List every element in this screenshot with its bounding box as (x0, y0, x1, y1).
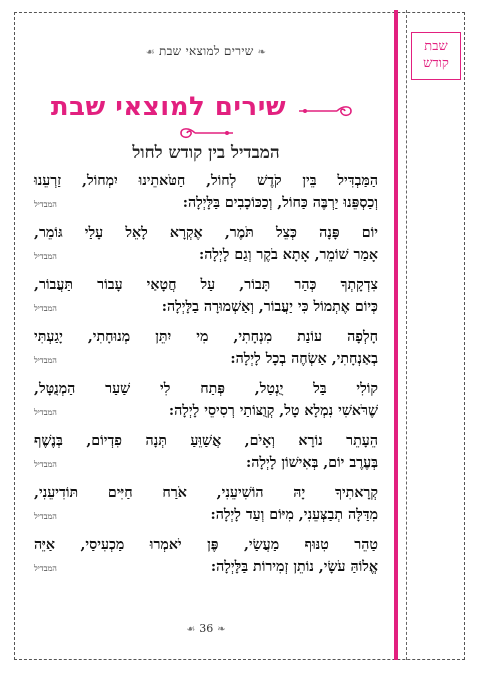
refrain-marker: המבדיל (34, 304, 57, 313)
stanza-line: יוֹם פָּנָה כְּצֵל תֹּמֶר, אֶקְרָא לָאֵל עָלַי גּוֹמֵר, (34, 225, 378, 241)
stanza-line: מִדַּלָּה תְבַצְּעֵנִי, מִיּוֹם וְעַד לָיְלָה: (210, 507, 378, 523)
title-block (34, 92, 378, 142)
stanza (34, 430, 378, 474)
stanza-line: שֶׁרֹּאשִׁי נִמְלָא טָל, קְוֻצּוֹתַי רְסִיסֵי לָיְלָה: (168, 403, 378, 419)
stanza-line: קְרָאתִיךָ יָהּ הוֹשִׁיעֵנִי, אֹרַח חַיִּים תּוֹדִיעֵנִי, (34, 485, 378, 501)
stanza-line: הֵעָתֵר נוֹרָא וְאָיֹם, אֲשַׁוֵּעַ תְּנָה פִדְיוֹם, בְּנֶשֶׁף (34, 433, 378, 449)
stanza (34, 482, 378, 526)
page-footer (34, 622, 378, 635)
ornament-icon: ❧ (257, 47, 267, 58)
section-tab-line2: קודש (423, 56, 449, 71)
section-tab-line1: שבת (424, 39, 448, 54)
stanza-line: כְּיוֹם אֶתְמוֹל כִּי יַעֲבוֹר, וְאַשְׁמוּרָה בַלָּיְלָה: (161, 299, 378, 315)
stanza (34, 222, 378, 266)
refrain-marker: המבדיל (34, 408, 57, 417)
refrain-marker: המבדיל (34, 200, 57, 209)
stanza (34, 170, 378, 214)
refrain-marker: המבדיל (34, 460, 57, 469)
page-content (34, 40, 378, 640)
ornament-icon: ❧ (217, 624, 226, 635)
stanza-line: אֱלוֹהַּ עֹשָׂי, נוֹתֵן זְמִירוֹת בַּלָּיְלָה: (210, 559, 378, 575)
section-tab-strip (394, 10, 466, 660)
stanza-line: צִדְקָתְךָ כְּהַר תָּבוֹר, עַל חֲטָאַי עָבוֹר תַּעֲבוֹר, (34, 277, 378, 293)
stanza (34, 378, 378, 422)
running-head (34, 44, 378, 59)
stanza-line: אָמַר שׁוֹמֵר, אָתָא בֹקֶר וְגַם לָיְלָה: (198, 247, 378, 263)
stanza-line: חָלְפָה עוֹנַת מִנְחָתִי, מִי יִתֵּן מְנוּחָתִי, יָגַעְתִּי (34, 329, 378, 345)
stanza (34, 534, 378, 578)
stanza-line: הַמַּבְדִּיל בֵּין קֹדֶשׁ לְחוֹל, חַטֹּאתֵינוּ יִמְחוֹל, זַרְעֵנוּ (34, 173, 378, 189)
stanza-line: טַהֵר טִנּוּף מַעֲשַׂי, פֶּן יֹאמְרוּ מַכְעִיסַי, אַיֵּה (34, 537, 378, 553)
page-title: שירים למוצאי שבת (50, 92, 287, 122)
swirl-ornament-icon (297, 102, 355, 120)
stanza-line: וְכַסְפֵּנוּ יַרְבֶּה כַּחוֹל, וְכַכּוֹכָבִים בַּלָּיְלָה: (182, 195, 378, 211)
refrain-marker: המבדיל (34, 564, 57, 573)
refrain-marker: המבדיל (34, 252, 57, 261)
song-subtitle: המבדיל בין קודש לחול (132, 143, 280, 163)
refrain-marker: המבדיל (34, 356, 57, 365)
stanza-line: בְאַנְחָתִי, אַשְׂחֶה בְכָל לָיְלָה: (230, 351, 378, 367)
refrain-marker: המבדיל (34, 512, 57, 521)
page-number: 36 (199, 622, 214, 635)
ornament-icon: ☙ (186, 624, 196, 635)
stanza (34, 274, 378, 318)
stanza-line: בְּעֶרֶב יוֹם, בְּאִישׁוֹן לָיְלָה: (246, 455, 378, 471)
swirl-ornament-icon (177, 124, 235, 142)
stanza (34, 326, 378, 370)
song-stanzas (34, 170, 378, 586)
stanza-line: קוֹלִי בַּל יֻנְטַל, פְּתַח לִי שַׁעַר הַמְנֻטָּל, (34, 381, 378, 397)
ornament-icon: ☙ (145, 47, 155, 58)
section-tab[interactable] (411, 32, 461, 80)
running-head-text: שירים למוצאי שבת (158, 44, 254, 58)
